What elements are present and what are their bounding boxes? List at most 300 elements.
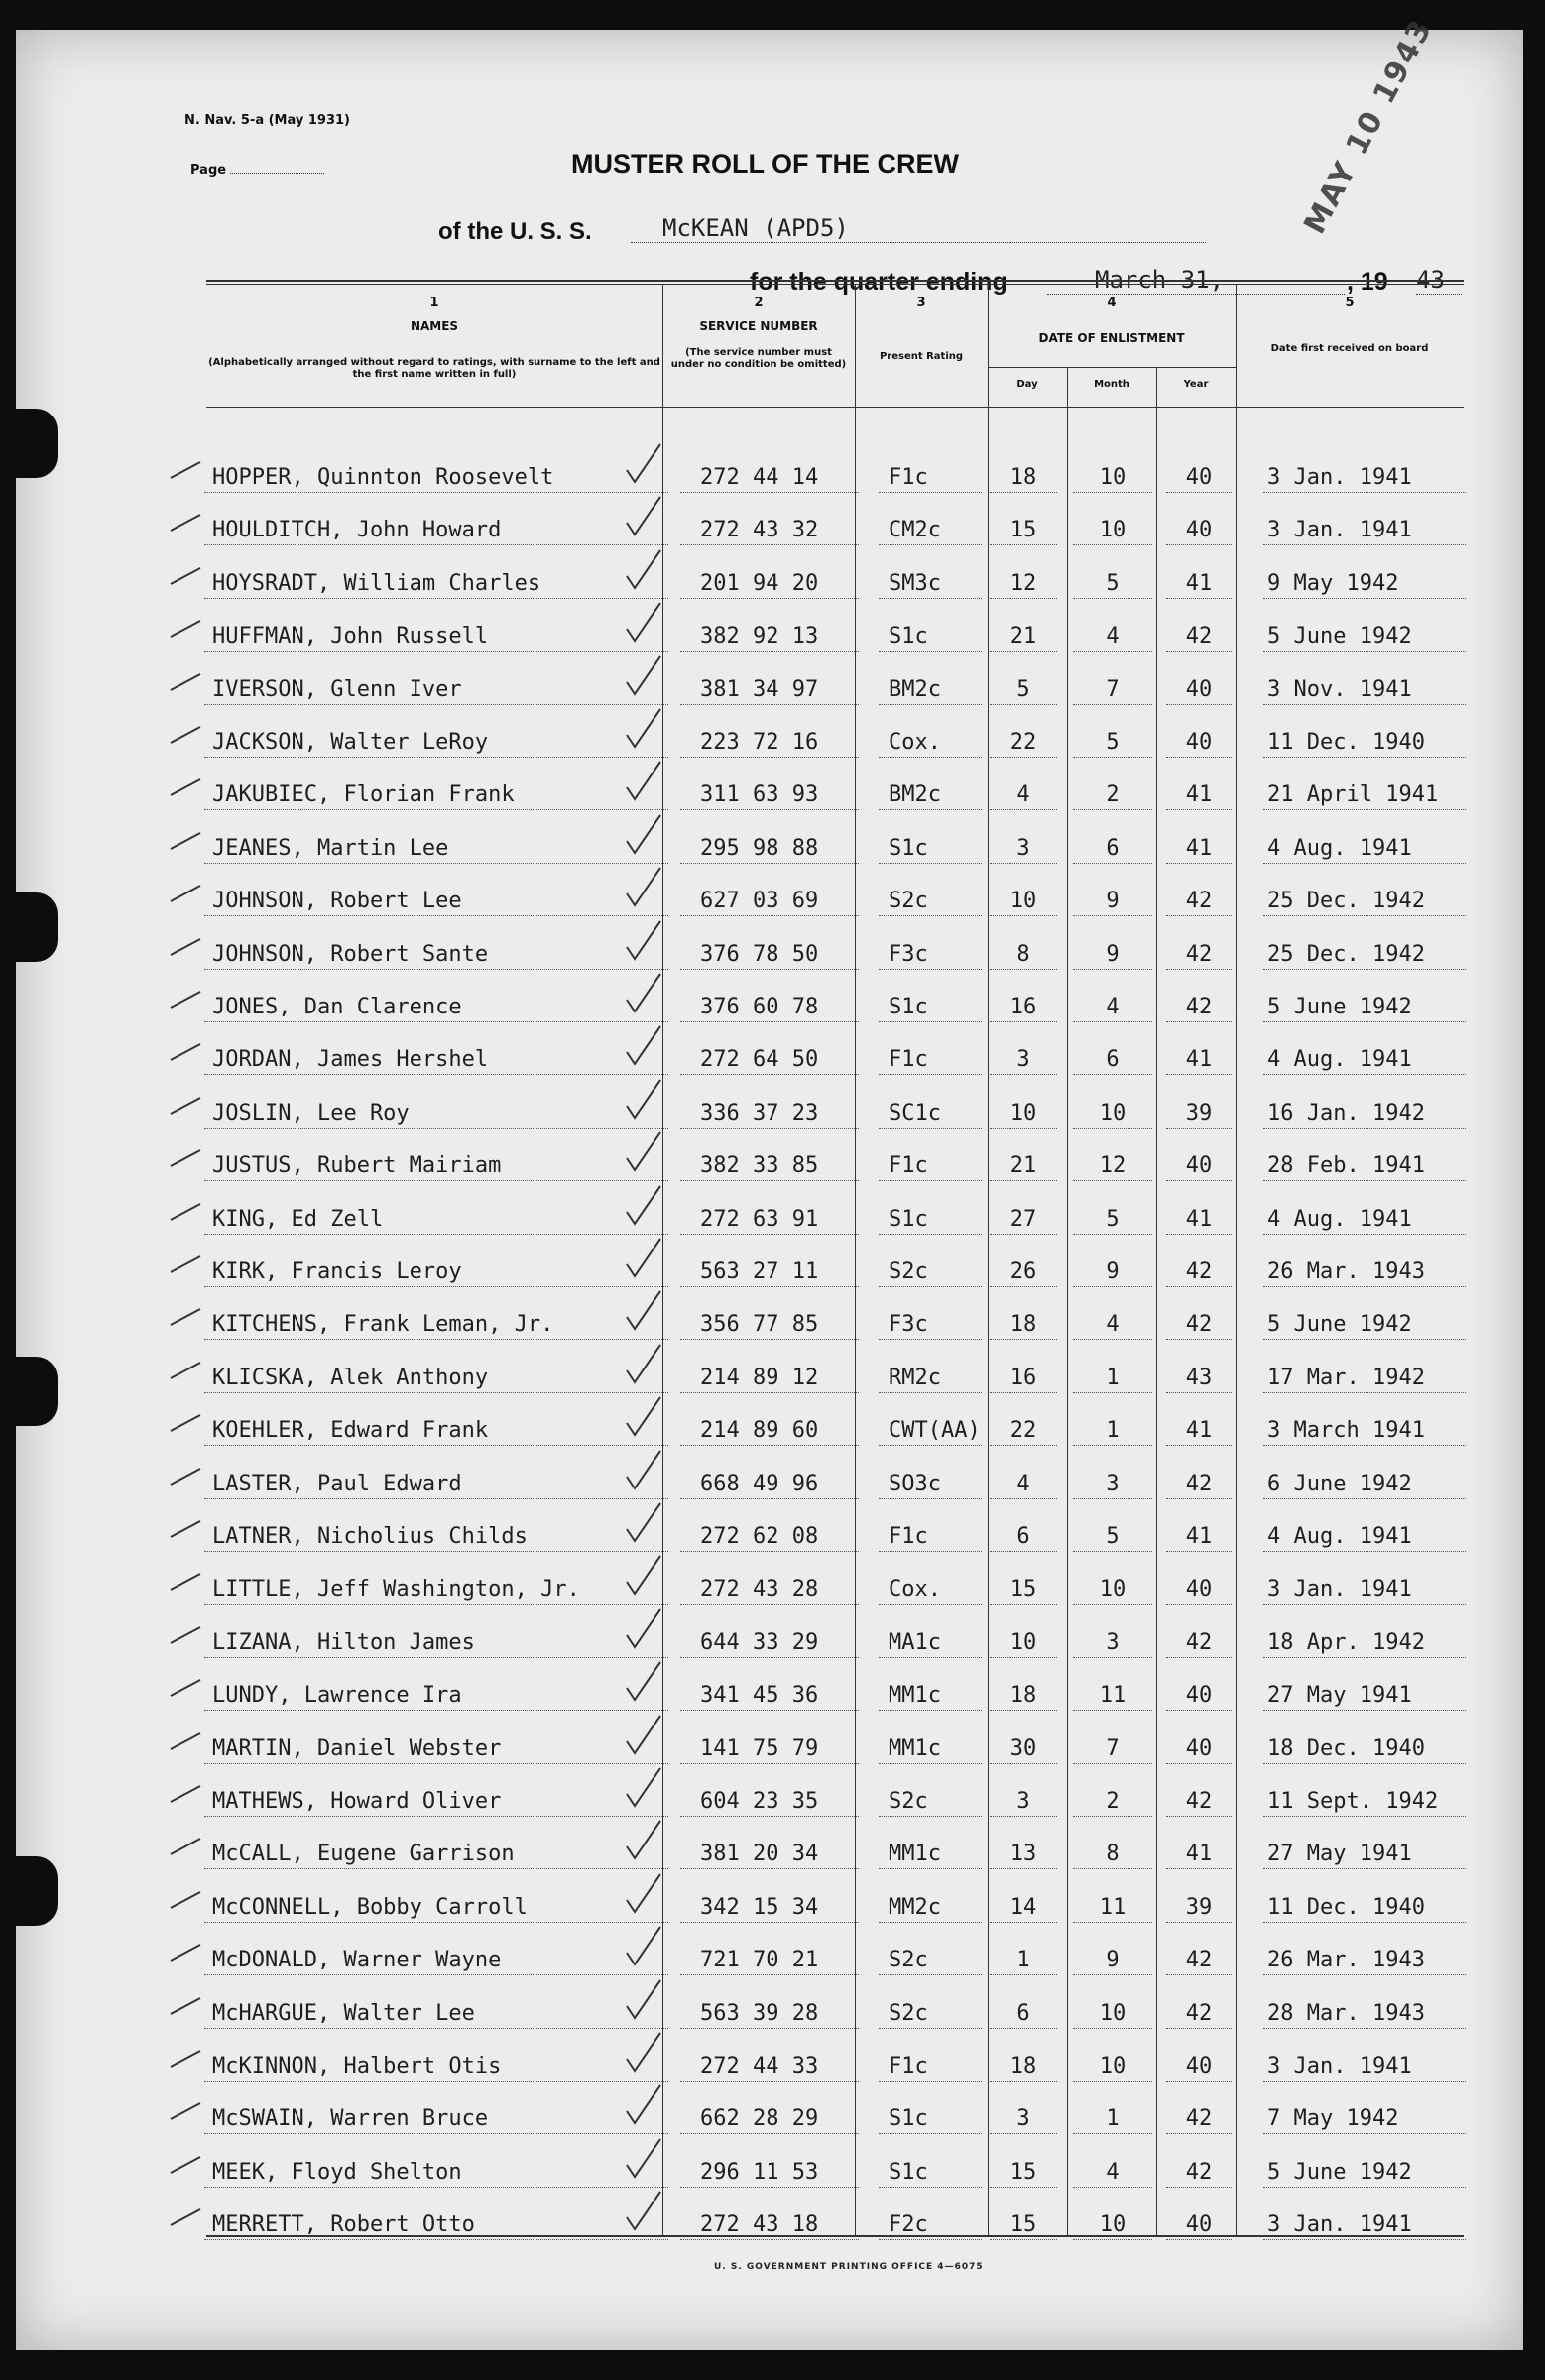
- check-mark-icon: [169, 1568, 202, 1594]
- enlist-year: 40: [1166, 517, 1232, 545]
- crew-name: KING, Ed Zell: [204, 1206, 668, 1235]
- enlist-day: 15: [990, 2211, 1057, 2240]
- check-mark-icon: [169, 1992, 202, 2018]
- present-rating: F3c: [879, 1311, 982, 1340]
- date-received: 3 Nov. 1941: [1263, 676, 1466, 705]
- table-row: [204, 1140, 1474, 1192]
- page-title: MUSTER ROLL OF THE CREW: [571, 149, 959, 178]
- present-rating: S2c: [879, 2000, 982, 2029]
- enlist-month: 10: [1073, 464, 1152, 493]
- page-number-field: [190, 163, 324, 178]
- service-number: 382 92 13: [680, 623, 859, 652]
- enlist-day: 10: [990, 1100, 1057, 1129]
- service-number: 272 64 50: [680, 1046, 859, 1075]
- col-enlistment-year: Year: [1183, 379, 1209, 390]
- ship-label: of the U. S. S.: [438, 218, 592, 245]
- present-rating: CWT(AA): [879, 1417, 982, 1446]
- enlist-year: 39: [1166, 1894, 1232, 1923]
- muster-roll-page: [16, 13, 1523, 2350]
- present-rating: F1c: [879, 2053, 982, 2082]
- enlist-day: 1: [990, 1947, 1057, 1975]
- service-number: 563 39 28: [680, 2000, 859, 2029]
- enlist-day: 16: [990, 1365, 1057, 1393]
- enlist-year: 42: [1166, 1788, 1232, 1817]
- crew-name: MERRETT, Robert Otto: [204, 2211, 668, 2240]
- table-row: [204, 1088, 1474, 1139]
- present-rating: MA1c: [879, 1629, 982, 1658]
- service-number: 721 70 21: [680, 1947, 859, 1975]
- table-row: [204, 2093, 1474, 2145]
- enlist-month: 4: [1073, 623, 1152, 652]
- table-row: [204, 876, 1474, 927]
- table-row: [204, 929, 1474, 981]
- binder-hole-3: [16, 1357, 58, 1426]
- crew-name: McDONALD, Warner Wayne: [204, 1947, 668, 1975]
- service-number: 644 33 29: [680, 1629, 859, 1658]
- binder-hole-1: [16, 409, 58, 478]
- enlist-month: 5: [1073, 1206, 1152, 1235]
- check-mark-icon: [169, 1939, 202, 1964]
- service-number: 341 45 36: [680, 1682, 859, 1711]
- enlist-year: 41: [1166, 1417, 1232, 1446]
- enlist-day: 3: [990, 835, 1057, 864]
- binder-hole-4: [16, 1856, 58, 1926]
- enlist-year: 42: [1166, 1947, 1232, 1975]
- date-received: 27 May 1941: [1263, 1682, 1466, 1711]
- check-mark-icon: [169, 1886, 202, 1912]
- present-rating: SM3c: [879, 570, 982, 599]
- table-row: [204, 717, 1474, 769]
- enlist-year: 42: [1166, 2105, 1232, 2134]
- crew-name: JONES, Dan Clarence: [204, 994, 668, 1022]
- crew-name: KLICSKA, Alek Anthony: [204, 1365, 668, 1393]
- date-received: 5 June 1942: [1263, 623, 1466, 652]
- service-number: 381 34 97: [680, 676, 859, 705]
- col-enlistment-month: Month: [1094, 379, 1129, 390]
- present-rating: S2c: [879, 1258, 982, 1287]
- check-mark-icon: [169, 827, 202, 853]
- date-received: 4 Aug. 1941: [1263, 1046, 1466, 1075]
- enlist-year: 42: [1166, 1471, 1232, 1499]
- enlist-year: 40: [1166, 464, 1232, 493]
- enlist-day: 12: [990, 570, 1057, 599]
- present-rating: BM2c: [879, 781, 982, 810]
- enlist-day: 30: [990, 1735, 1057, 1764]
- enlist-day: 4: [990, 781, 1057, 810]
- present-rating: S1c: [879, 1206, 982, 1235]
- date-received: 21 April 1941: [1263, 781, 1466, 810]
- service-number: 295 98 88: [680, 835, 859, 864]
- present-rating: S1c: [879, 994, 982, 1022]
- date-received: 17 Mar. 1942: [1263, 1365, 1466, 1393]
- crew-name: LATNER, Nicholius Childs: [204, 1523, 668, 1552]
- present-rating: MM2c: [879, 1894, 982, 1923]
- present-rating: F1c: [879, 1152, 982, 1181]
- date-received: 4 Aug. 1941: [1263, 835, 1466, 864]
- crew-name: MEEK, Floyd Shelton: [204, 2159, 668, 2188]
- quarter-value: March 31,: [1047, 266, 1345, 295]
- enlist-year: 42: [1166, 994, 1232, 1022]
- check-mark-icon: [169, 2203, 202, 2229]
- check-mark-icon: [169, 1250, 202, 1276]
- table-row: [204, 2200, 1474, 2251]
- crew-name: McKINNON, Halbert Otis: [204, 2053, 668, 2082]
- table-row: [204, 452, 1474, 504]
- col-enlistment-number: 4: [1107, 296, 1117, 310]
- check-mark-icon: [169, 2097, 202, 2123]
- present-rating: S1c: [879, 623, 982, 652]
- col-rating-number: 3: [916, 296, 926, 310]
- enlist-month: 2: [1073, 1788, 1152, 1817]
- enlist-month: 11: [1073, 1682, 1152, 1711]
- enlist-year: 40: [1166, 676, 1232, 705]
- enlist-month: 4: [1073, 994, 1152, 1022]
- service-number: 272 63 91: [680, 1206, 859, 1235]
- check-mark-icon: [169, 774, 202, 799]
- enlist-month: 5: [1073, 1523, 1152, 1552]
- crew-name: LIZANA, Hilton James: [204, 1629, 668, 1658]
- table-row: [204, 823, 1474, 875]
- present-rating: F2c: [879, 2211, 982, 2240]
- check-mark-icon: [169, 1463, 202, 1488]
- service-number: 662 28 29: [680, 2105, 859, 2134]
- enlist-day: 18: [990, 464, 1057, 493]
- enlist-year: 41: [1166, 835, 1232, 864]
- enlist-month: 9: [1073, 1258, 1152, 1287]
- date-received: 5 June 1942: [1263, 994, 1466, 1022]
- crew-name: JACKSON, Walter LeRoy: [204, 729, 668, 758]
- enlist-year: 42: [1166, 2000, 1232, 2029]
- present-rating: SC1c: [879, 1100, 982, 1129]
- col-service-number: 2: [754, 296, 764, 310]
- present-rating: S2c: [879, 1947, 982, 1975]
- table-row: [204, 1829, 1474, 1880]
- enlist-day: 8: [990, 941, 1057, 970]
- check-mark-icon: [169, 509, 202, 535]
- enlist-day: 14: [990, 1894, 1057, 1923]
- check-mark-icon: [169, 456, 202, 482]
- enlist-year: 41: [1166, 1206, 1232, 1235]
- present-rating: Cox.: [879, 729, 982, 758]
- col-received-number: 5: [1345, 296, 1355, 310]
- present-rating: RM2c: [879, 1365, 982, 1393]
- service-number: 141 75 79: [680, 1735, 859, 1764]
- present-rating: Cox.: [879, 1576, 982, 1605]
- col-names-note: (Alphabetically arranged without regard to ratings, with surname to the left and the first name written in full): [208, 357, 660, 380]
- enlist-year: 42: [1166, 1258, 1232, 1287]
- enlist-month: 1: [1073, 1365, 1152, 1393]
- table-row: [204, 1564, 1474, 1615]
- date-received: 25 Dec. 1942: [1263, 888, 1466, 916]
- enlist-year: 42: [1166, 1629, 1232, 1658]
- enlist-year: 41: [1166, 1046, 1232, 1075]
- received-date-stamp: MAY 10 1943: [1297, 13, 1440, 240]
- present-rating: MM1c: [879, 1841, 982, 1869]
- col-received-label: Date first received on board: [1270, 343, 1429, 354]
- date-received: 6 June 1942: [1263, 1471, 1466, 1499]
- enlist-month: 6: [1073, 835, 1152, 864]
- check-mark-icon: [169, 1780, 202, 1806]
- date-received: 3 Jan. 1941: [1263, 1576, 1466, 1605]
- check-mark-icon: [169, 1198, 202, 1224]
- present-rating: F1c: [879, 1046, 982, 1075]
- date-received: 9 May 1942: [1263, 570, 1466, 599]
- crew-name: JORDAN, James Hershel: [204, 1046, 668, 1075]
- present-rating: F1c: [879, 1523, 982, 1552]
- check-mark-icon: [169, 721, 202, 747]
- table-row: [204, 558, 1474, 610]
- enlist-year: 42: [1166, 888, 1232, 916]
- present-rating: S2c: [879, 1788, 982, 1817]
- col-names-number: 1: [429, 296, 439, 310]
- enlist-day: 6: [990, 1523, 1057, 1552]
- enlist-year: 40: [1166, 1735, 1232, 1764]
- enlist-year: 41: [1166, 570, 1232, 599]
- enlist-month: 7: [1073, 676, 1152, 705]
- enlist-month: 7: [1073, 1735, 1152, 1764]
- check-mark-icon: [169, 615, 202, 641]
- service-number: 272 43 18: [680, 2211, 859, 2240]
- enlist-month: 12: [1073, 1152, 1152, 1181]
- crew-name: McCALL, Eugene Garrison: [204, 1841, 668, 1869]
- table-row: [204, 1247, 1474, 1298]
- present-rating: F1c: [879, 464, 982, 493]
- service-number: 376 60 78: [680, 994, 859, 1022]
- service-number: 668 49 96: [680, 1471, 859, 1499]
- enlist-month: 3: [1073, 1629, 1152, 1658]
- check-mark-icon: [169, 1092, 202, 1118]
- present-rating: S2c: [879, 888, 982, 916]
- service-number: 604 23 35: [680, 1788, 859, 1817]
- enlistment-subrule: [988, 367, 1236, 368]
- table-row: [204, 1724, 1474, 1775]
- enlist-month: 10: [1073, 517, 1152, 545]
- crew-name: MATHEWS, Howard Oliver: [204, 1788, 668, 1817]
- crew-name: KOEHLER, Edward Frank: [204, 1417, 668, 1446]
- enlist-year: 42: [1166, 2159, 1232, 2188]
- table-row: [204, 1617, 1474, 1669]
- check-mark-icon: [169, 1357, 202, 1382]
- present-rating: S1c: [879, 2159, 982, 2188]
- check-mark-icon: [169, 1674, 202, 1700]
- enlist-day: 6: [990, 2000, 1057, 2029]
- col-rating-label: Present Rating: [879, 351, 964, 362]
- date-received: 3 Jan. 1941: [1263, 464, 1466, 493]
- enlist-day: 3: [990, 1046, 1057, 1075]
- present-rating: BM2c: [879, 676, 982, 705]
- service-number: 627 03 69: [680, 888, 859, 916]
- enlist-day: 18: [990, 1311, 1057, 1340]
- service-number: 272 43 32: [680, 517, 859, 545]
- date-received: 11 Dec. 1940: [1263, 729, 1466, 758]
- enlist-month: 4: [1073, 2159, 1152, 2188]
- enlist-month: 10: [1073, 2211, 1152, 2240]
- date-received: 26 Mar. 1943: [1263, 1258, 1466, 1287]
- check-mark-icon: [169, 2151, 202, 2177]
- enlist-month: 9: [1073, 941, 1152, 970]
- date-received: 3 March 1941: [1263, 1417, 1466, 1446]
- col-service-note: (The service number must under no condition be omitted): [670, 347, 847, 370]
- date-received: 28 Mar. 1943: [1263, 2000, 1466, 2029]
- service-number: 382 33 85: [680, 1152, 859, 1181]
- check-mark-icon: [169, 880, 202, 905]
- crew-name: KITCHENS, Frank Leman, Jr.: [204, 1311, 668, 1340]
- crew-name: KIRK, Francis Leroy: [204, 1258, 668, 1287]
- enlist-day: 21: [990, 1152, 1057, 1181]
- present-rating: MM1c: [879, 1682, 982, 1711]
- present-rating: MM1c: [879, 1735, 982, 1764]
- service-number: 223 72 16: [680, 729, 859, 758]
- check-mark-icon: [169, 1727, 202, 1753]
- enlist-day: 26: [990, 1258, 1057, 1287]
- enlist-year: 41: [1166, 1523, 1232, 1552]
- crew-name: JOSLIN, Lee Roy: [204, 1100, 668, 1129]
- crew-name: JOHNSON, Robert Lee: [204, 888, 668, 916]
- crew-name: HOYSRADT, William Charles: [204, 570, 668, 599]
- table-top-rule: [206, 280, 1464, 282]
- date-received: 11 Sept. 1942: [1263, 1788, 1466, 1817]
- present-rating: S1c: [879, 2105, 982, 2134]
- check-mark-icon: [169, 1621, 202, 1647]
- enlist-year: 39: [1166, 1100, 1232, 1129]
- enlist-year: 41: [1166, 1841, 1232, 1869]
- enlist-day: 15: [990, 2159, 1057, 2188]
- check-mark-icon: [169, 986, 202, 1012]
- enlist-day: 10: [990, 888, 1057, 916]
- enlist-day: 21: [990, 623, 1057, 652]
- table-row: [204, 1353, 1474, 1404]
- enlist-month: 10: [1073, 1576, 1152, 1605]
- enlist-year: 43: [1166, 1365, 1232, 1393]
- table-row: [204, 505, 1474, 556]
- table-row: [204, 1405, 1474, 1457]
- date-received: 26 Mar. 1943: [1263, 1947, 1466, 1975]
- table-header-rule: [206, 407, 1464, 408]
- enlist-month: 5: [1073, 570, 1152, 599]
- enlist-month: 1: [1073, 2105, 1152, 2134]
- printing-office-footer: U. S. GOVERNMENT PRINTING OFFICE 4—6075: [714, 2262, 984, 2272]
- service-number: 381 20 34: [680, 1841, 859, 1869]
- enlist-year: 40: [1166, 1576, 1232, 1605]
- date-received: 18 Apr. 1942: [1263, 1629, 1466, 1658]
- service-number: 311 63 93: [680, 781, 859, 810]
- enlist-day: 10: [990, 1629, 1057, 1658]
- enlist-day: 3: [990, 1788, 1057, 1817]
- table-top-rule-2: [206, 284, 1464, 285]
- enlist-month: 5: [1073, 729, 1152, 758]
- service-number: 342 15 34: [680, 1894, 859, 1923]
- date-received: 5 June 1942: [1263, 1311, 1466, 1340]
- check-mark-icon: [169, 1515, 202, 1541]
- check-mark-icon: [169, 1038, 202, 1064]
- enlist-day: 13: [990, 1841, 1057, 1869]
- check-mark-icon: [169, 1144, 202, 1170]
- enlist-day: 5: [990, 676, 1057, 705]
- enlist-day: 22: [990, 1417, 1057, 1446]
- binder-hole-2: [16, 892, 58, 962]
- crew-name: LITTLE, Jeff Washington, Jr.: [204, 1576, 668, 1605]
- page-label: Page: [190, 163, 227, 178]
- enlist-year: 40: [1166, 1152, 1232, 1181]
- date-received: 11 Dec. 1940: [1263, 1894, 1466, 1923]
- table-row: [204, 1882, 1474, 1934]
- service-number: 272 62 08: [680, 1523, 859, 1552]
- enlist-month: 3: [1073, 1471, 1152, 1499]
- enlist-year: 40: [1166, 729, 1232, 758]
- enlist-month: 4: [1073, 1311, 1152, 1340]
- table-row: [204, 1988, 1474, 2040]
- table-row: [204, 1194, 1474, 1246]
- date-received: 3 Jan. 1941: [1263, 517, 1466, 545]
- service-number: 272 43 28: [680, 1576, 859, 1605]
- date-received: 4 Aug. 1941: [1263, 1523, 1466, 1552]
- service-number: 376 78 50: [680, 941, 859, 970]
- table-row: [204, 1776, 1474, 1828]
- table-row: [204, 2041, 1474, 2092]
- table-row: [204, 1034, 1474, 1086]
- check-mark-icon: [169, 1409, 202, 1435]
- date-received: 16 Jan. 1942: [1263, 1100, 1466, 1129]
- table-row: [204, 1670, 1474, 1722]
- check-mark-icon: [169, 1303, 202, 1329]
- enlist-day: 27: [990, 1206, 1057, 1235]
- quarter-label: for the quarter ending: [750, 268, 1008, 296]
- table-row: [204, 770, 1474, 821]
- date-received: 5 June 1942: [1263, 2159, 1466, 2188]
- present-rating: CM2c: [879, 517, 982, 545]
- crew-name: MARTIN, Daniel Webster: [204, 1735, 668, 1764]
- date-received: 25 Dec. 1942: [1263, 941, 1466, 970]
- crew-name: McCONNELL, Bobby Carroll: [204, 1894, 668, 1923]
- enlist-month: 9: [1073, 888, 1152, 916]
- crew-name: HUFFMAN, John Russell: [204, 623, 668, 652]
- year-prefix: , 19: [1347, 268, 1388, 296]
- date-received: 28 Feb. 1941: [1263, 1152, 1466, 1181]
- table-row: [204, 664, 1474, 716]
- date-received: 4 Aug. 1941: [1263, 1206, 1466, 1235]
- enlist-month: 1: [1073, 1417, 1152, 1446]
- check-mark-icon: [169, 1833, 202, 1858]
- service-number: 336 37 23: [680, 1100, 859, 1129]
- present-rating: S1c: [879, 835, 982, 864]
- enlist-year: 40: [1166, 2053, 1232, 2082]
- enlist-month: 6: [1073, 1046, 1152, 1075]
- enlist-day: 15: [990, 1576, 1057, 1605]
- col-enlistment-day: Day: [1016, 379, 1038, 390]
- table-row: [204, 1935, 1474, 1986]
- service-number: 272 44 33: [680, 2053, 859, 2082]
- enlist-day: 22: [990, 729, 1057, 758]
- crew-name: IVERSON, Glenn Iver: [204, 676, 668, 705]
- crew-name: McHARGUE, Walter Lee: [204, 2000, 668, 2029]
- crew-name: JOHNSON, Robert Sante: [204, 941, 668, 970]
- check-mark-icon: [169, 562, 202, 588]
- year-value: 43: [1416, 266, 1462, 295]
- enlist-day: 18: [990, 2053, 1057, 2082]
- crew-name: HOULDITCH, John Howard: [204, 517, 668, 545]
- enlist-day: 4: [990, 1471, 1057, 1499]
- service-number: 296 11 53: [680, 2159, 859, 2188]
- enlist-day: 18: [990, 1682, 1057, 1711]
- crew-name: HOPPER, Quinnton Roosevelt: [204, 464, 668, 493]
- table-row: [204, 1511, 1474, 1563]
- present-rating: F3c: [879, 941, 982, 970]
- col-enlistment-label: DATE OF ENLISTMENT: [1038, 331, 1185, 345]
- form-code: N. Nav. 5-a (May 1931): [184, 113, 350, 128]
- crew-name: JEANES, Martin Lee: [204, 835, 668, 864]
- date-received: 7 May 1942: [1263, 2105, 1466, 2134]
- present-rating: SO3c: [879, 1471, 982, 1499]
